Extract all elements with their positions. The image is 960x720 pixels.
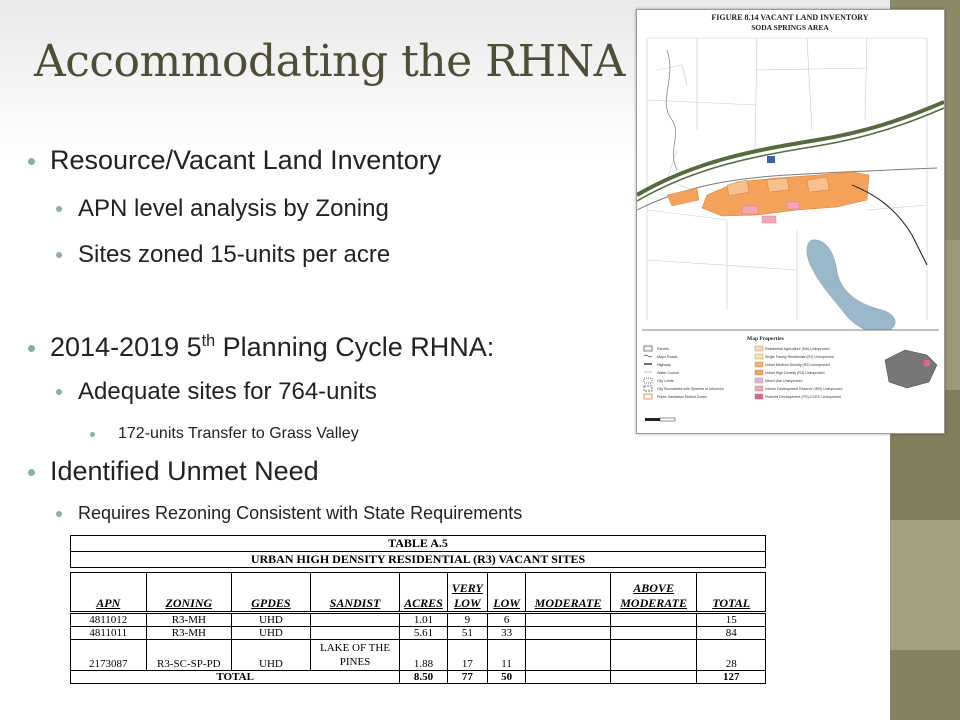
table-row xyxy=(71,627,766,640)
table-row xyxy=(71,640,766,671)
header-part: ABOVE xyxy=(633,581,674,595)
bullet-text: Sites zoned 15-units per acre xyxy=(78,241,391,268)
col-acres: ACRES xyxy=(400,573,447,613)
bullet-level2 xyxy=(56,503,522,524)
map-title-line2: SODA SPRINGS AREA xyxy=(751,23,829,32)
cell-acres: 5.61 xyxy=(400,627,447,640)
cell-total-above-moderate xyxy=(610,671,697,684)
cell-above-moderate xyxy=(610,640,697,671)
cell-total-label: TOTAL xyxy=(71,671,400,684)
table-total-row xyxy=(71,671,766,684)
bullet-text: APN level analysis by Zoning xyxy=(78,195,389,222)
cell-very-low: 9 xyxy=(447,613,487,627)
cell-sandist: LAKE OF THE PINES xyxy=(310,640,400,671)
bullet-text: Requires Rezoning Consistent with State Requirements xyxy=(78,503,523,523)
cell-total-acres: 8.50 xyxy=(400,671,447,684)
bullet-level2 xyxy=(56,195,389,223)
superscript: th xyxy=(201,332,216,350)
cell-zoning: R3-SC-SP-PD xyxy=(146,640,232,671)
vacant-sites-table xyxy=(70,535,766,707)
bullet-dot xyxy=(90,432,95,437)
bullet-dot xyxy=(56,511,62,517)
col-total: TOTAL xyxy=(697,573,766,613)
bullet-level2 xyxy=(56,241,390,269)
svg-text:Parcels: Parcels xyxy=(657,347,669,351)
cell-apn: 4811011 xyxy=(71,627,147,640)
svg-text:Planned Development (PD)-CCRC: Planned Development (PD)-CCRC Unimproved xyxy=(765,395,841,399)
bullet-dot xyxy=(28,469,35,476)
cell-total-low: 50 xyxy=(487,671,525,684)
col-low: LOW xyxy=(487,573,525,613)
svg-text:Highway: Highway xyxy=(657,363,671,367)
cell-above-moderate xyxy=(610,627,697,640)
header-part: VERY xyxy=(451,581,483,595)
cell-total: 84 xyxy=(697,627,766,640)
col-very-low xyxy=(447,573,487,613)
col-apn: APN xyxy=(71,573,147,613)
table-caption-block xyxy=(70,535,766,568)
bullet-text: 172-units Transfer to Grass Valley xyxy=(118,425,359,442)
svg-text:Major Roads: Major Roads xyxy=(657,355,678,359)
cell-low: 6 xyxy=(487,613,525,627)
col-moderate: MODERATE xyxy=(526,573,611,613)
bullet-dot xyxy=(56,252,62,258)
col-above-moderate xyxy=(610,573,697,613)
bullet-text-part: 2014-2019 5 xyxy=(50,332,202,362)
cell-gpdes: UHD xyxy=(232,627,311,640)
sidebar-block xyxy=(890,650,960,720)
cell-zoning: R3-MH xyxy=(146,627,232,640)
interstate-shield-icon xyxy=(767,156,775,163)
cell-very-low: 51 xyxy=(447,627,487,640)
cell-gpdes: UHD xyxy=(232,613,311,627)
svg-text:Residential Agriculture (RA) U: Residential Agriculture (RA) Unimproved xyxy=(765,347,830,351)
bullet-text-part: Planning Cycle RHNA: xyxy=(215,332,495,362)
sidebar-block xyxy=(890,520,960,650)
header-part: MODERATE xyxy=(620,596,687,610)
cell-zoning: R3-MH xyxy=(146,613,232,627)
cell-acres: 1.88 xyxy=(400,640,447,671)
bullet-text: Identified Unmet Need xyxy=(50,456,319,486)
cell-apn: 4811012 xyxy=(71,613,147,627)
svg-text:City Boundaries with Spheres o: City Boundaries with Spheres of Influence xyxy=(657,387,724,391)
table-row xyxy=(71,613,766,627)
bullet-dot xyxy=(28,345,35,352)
svg-text:Public Sanitation District Zon: Public Sanitation District Zones xyxy=(657,395,707,399)
cell-moderate xyxy=(526,613,611,627)
cell-total-total: 127 xyxy=(697,671,766,684)
table-caption: TABLE A.5 xyxy=(71,536,766,552)
cell-low: 11 xyxy=(487,640,525,671)
table-subtitle: URBAN HIGH DENSITY RESIDENTIAL (R3) VACANT SITES xyxy=(71,552,766,568)
bullet-text xyxy=(50,332,494,362)
bullet-level2 xyxy=(56,378,377,406)
map-title-line1: FIGURE 8.14 VACANT LAND INVENTORY xyxy=(711,13,869,22)
bullet-text: Adequate sites for 764-units xyxy=(78,378,377,405)
bullet-text: Resource/Vacant Land Inventory xyxy=(50,145,442,175)
bullet-dot xyxy=(28,158,35,165)
cell-very-low: 17 xyxy=(447,640,487,671)
svg-text:Urban Medium Density (R2) Unim: Urban Medium Density (R2) Unimproved xyxy=(765,363,830,367)
col-sandist: SANDIST xyxy=(310,573,400,613)
cell-total: 28 xyxy=(697,640,766,671)
vacant-land-map xyxy=(636,9,945,434)
table-header-row xyxy=(71,573,766,613)
svg-text:Single Family Residential (R1): Single Family Residential (R1) Unimproved xyxy=(765,355,834,359)
cell-above-moderate xyxy=(610,613,697,627)
cell-acres: 1.01 xyxy=(400,613,447,627)
slide-title: Accommodating the RHNA xyxy=(34,36,625,87)
svg-text:Mixed Use Unimproved: Mixed Use Unimproved xyxy=(765,379,803,383)
bullet-level1 xyxy=(28,332,494,363)
bullet-level1 xyxy=(28,145,441,176)
cell-gpdes: UHD xyxy=(232,640,311,671)
svg-text:Urban High Density (R3) Unimpr: Urban High Density (R3) Unimproved xyxy=(765,371,825,375)
cell-sandist xyxy=(310,613,400,627)
cell-moderate xyxy=(526,627,611,640)
cell-total-very-low: 77 xyxy=(447,671,487,684)
cell-total-moderate xyxy=(526,671,611,684)
cell-moderate xyxy=(526,640,611,671)
cell-apn: 2173087 xyxy=(71,640,147,671)
bullet-dot xyxy=(56,389,62,395)
cell-sandist xyxy=(310,627,400,640)
svg-text:Water Course: Water Course xyxy=(657,371,680,375)
col-zoning: ZONING xyxy=(146,573,232,613)
col-gpdes: GPDES xyxy=(232,573,311,613)
cell-total: 15 xyxy=(697,613,766,627)
svg-text:City Limits: City Limits xyxy=(657,379,674,383)
cell-low: 33 xyxy=(487,627,525,640)
bullet-level1 xyxy=(28,456,319,487)
svg-text:Interim Development Reserve (I: Interim Development Reserve (IDR) Unimproved xyxy=(765,387,843,391)
map-drawing xyxy=(637,10,944,433)
header-part: LOW xyxy=(453,596,481,610)
table-body xyxy=(70,572,766,684)
bullet-dot xyxy=(56,206,62,212)
bullet-level3 xyxy=(90,425,359,443)
map-legend-title: Map Properties xyxy=(747,336,784,342)
